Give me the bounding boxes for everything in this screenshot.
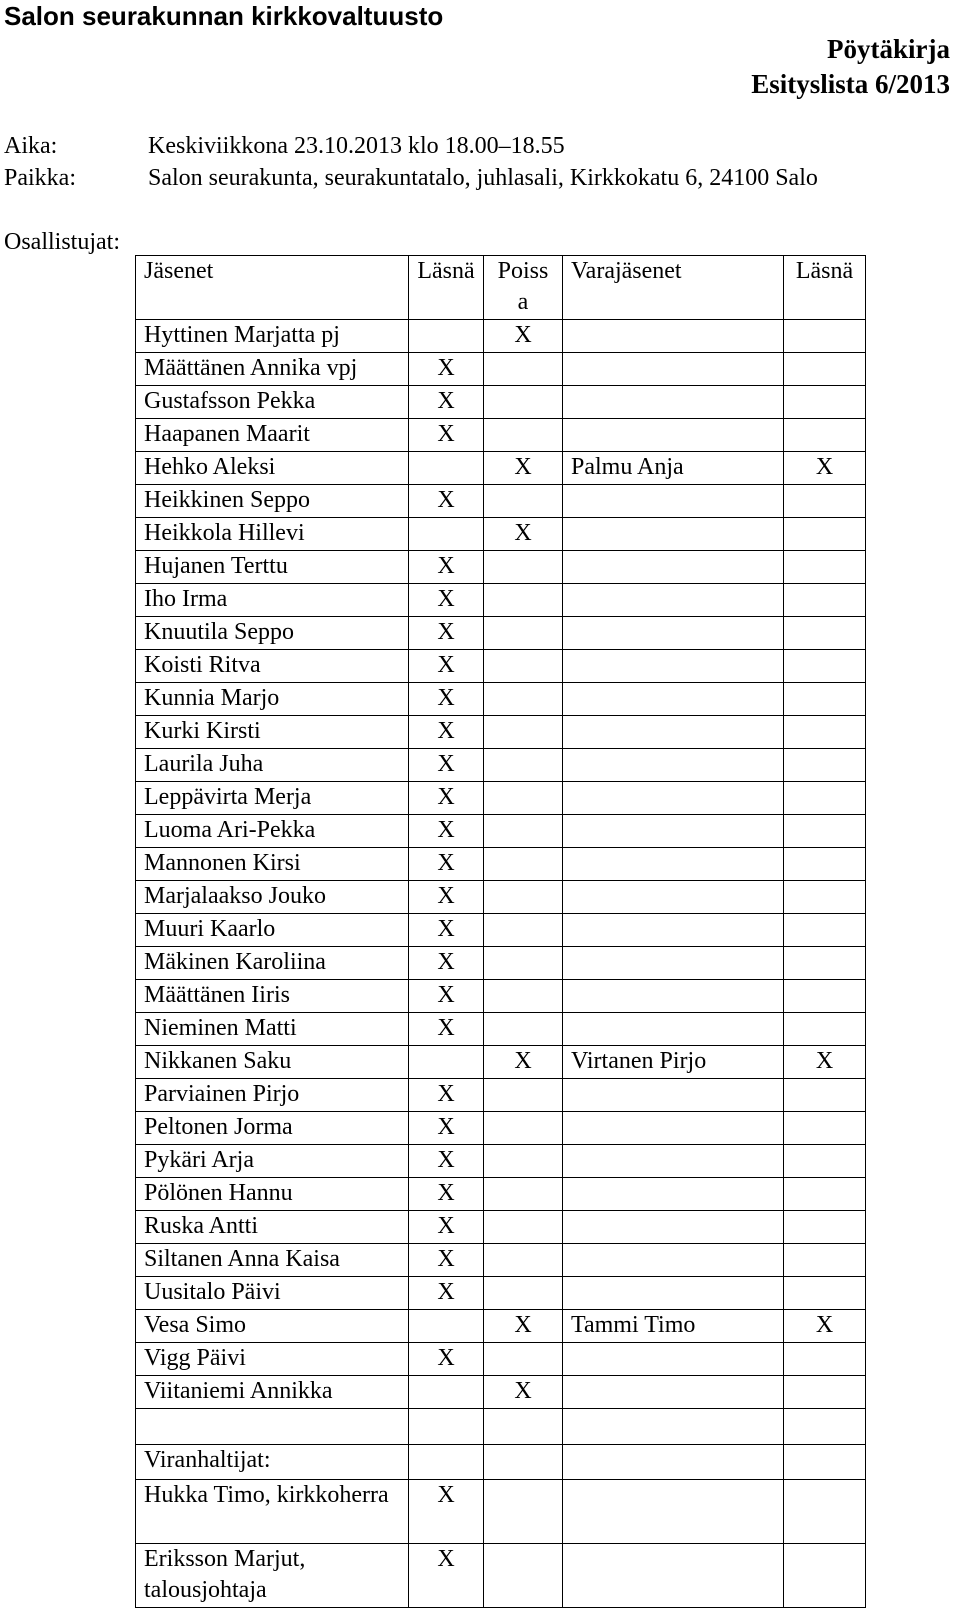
table-row [136,485,866,518]
member-name: Marjalaakso Jouko [136,881,409,914]
table-row [136,1013,866,1046]
deputy-name [563,881,784,914]
absent-mark [484,386,563,419]
time-label: Aika: [4,133,58,159]
absent-mark [484,1013,563,1046]
member-name: Viitaniemi Annikka [136,1376,409,1409]
member-name: Hehko Aleksi [136,452,409,485]
deputy-present-mark [784,320,866,353]
member-name: Peltonen Jorma [136,1112,409,1145]
deputy-name [563,353,784,386]
absent-mark [484,353,563,386]
table-row [136,617,866,650]
member-name: Nieminen Matti [136,1013,409,1046]
absent-mark [484,683,563,716]
present-mark: X [409,650,484,683]
member-name: Muuri Kaarlo [136,914,409,947]
deputy-present-mark: X [784,1046,866,1079]
empty-cell [484,1409,563,1445]
table-row [136,815,866,848]
deputy-present-mark [784,584,866,617]
deputy-name [563,749,784,782]
member-name: Kunnia Marjo [136,683,409,716]
absent-mark: X [484,518,563,551]
member-name: Hukka Timo, kirkkoherra [136,1480,409,1544]
member-name: Luoma Ari-Pekka [136,815,409,848]
deputy-present-mark [784,716,866,749]
deputy-present-mark [784,683,866,716]
deputy-name [563,980,784,1013]
table-row [136,980,866,1013]
absent-header [484,256,563,320]
member-name: Pölönen Hannu [136,1178,409,1211]
deputy-present-mark [784,1343,866,1376]
member-name: Hyttinen Marjatta pj [136,320,409,353]
deputy-name [563,1277,784,1310]
deputy-present-mark [784,815,866,848]
absent-mark: X [484,1046,563,1079]
table-row [136,947,866,980]
present-mark: X [409,1277,484,1310]
present-mark: X [409,584,484,617]
deputy-present-mark [784,1178,866,1211]
member-name: Määttänen Annika vpj [136,353,409,386]
present-mark: X [409,914,484,947]
table-row [136,683,866,716]
deputy-name [563,947,784,980]
member-name: Koisti Ritva [136,650,409,683]
deputy-present-mark [784,881,866,914]
absent-header-line1: Poiss [497,258,549,284]
absent-mark [484,584,563,617]
present-mark: X [409,1079,484,1112]
member-name: Pykäri Arja [136,1145,409,1178]
present-mark: X [409,1544,484,1608]
absent-mark [484,1480,563,1544]
present-mark [409,518,484,551]
deputy-name [563,1079,784,1112]
deputy-name [563,419,784,452]
deputy-name [563,1178,784,1211]
deputy-present-mark: X [784,452,866,485]
table-row [136,749,866,782]
absent-mark [484,1145,563,1178]
absent-mark: X [484,1310,563,1343]
member-name: Ruska Antti [136,1211,409,1244]
present-mark: X [409,716,484,749]
absent-mark [484,1277,563,1310]
absent-mark [484,980,563,1013]
deputy-present-mark [784,1145,866,1178]
spacer-row [136,1409,866,1445]
table-row [136,782,866,815]
deputy-name [563,485,784,518]
place-value: Salon seurakunta, seurakuntatalo, juhlasali, Kirkkokatu 6, 24100 Salo [148,165,818,191]
table-row [136,1145,866,1178]
deputy-present-mark [784,1244,866,1277]
present-mark: X [409,617,484,650]
present-mark: X [409,551,484,584]
table-row [136,650,866,683]
table-row [136,320,866,353]
present-mark: X [409,1480,484,1544]
deputy-present-mark [784,485,866,518]
absent-mark [484,1544,563,1608]
deputy-present-mark [784,980,866,1013]
table-header-row [136,256,866,320]
member-name: Kurki Kirsti [136,716,409,749]
deputy-present-mark [784,1211,866,1244]
absent-mark [484,947,563,980]
deputy-present-mark [784,386,866,419]
deputy-present-mark [784,551,866,584]
deputy-name: Tammi Timo [563,1310,784,1343]
empty-cell [409,1445,484,1480]
members-header: Jäsenet [136,256,409,320]
table-row [136,716,866,749]
member-name: Vigg Päivi [136,1343,409,1376]
table-row [136,1277,866,1310]
present-mark: X [409,683,484,716]
table-row [136,1112,866,1145]
deputy-present-mark [784,1013,866,1046]
present-mark: X [409,848,484,881]
present-mark: X [409,1244,484,1277]
table-row [136,1544,866,1608]
present-mark [409,1046,484,1079]
deputy-name: Virtanen Pirjo [563,1046,784,1079]
present-header: Läsnä [409,256,484,320]
present-mark [409,1376,484,1409]
deputy-present-header: Läsnä [784,256,866,320]
present-mark [409,452,484,485]
present-mark: X [409,947,484,980]
table-row [136,551,866,584]
table-row [136,1244,866,1277]
deputy-present-mark [784,947,866,980]
deputy-present-mark [784,518,866,551]
deputy-name [563,320,784,353]
deputy-name [563,1343,784,1376]
absent-mark: X [484,320,563,353]
member-name: Laurila Juha [136,749,409,782]
member-name: Siltanen Anna Kaisa [136,1244,409,1277]
member-name: Nikkanen Saku [136,1046,409,1079]
present-mark: X [409,1211,484,1244]
member-name: Heikkola Hillevi [136,518,409,551]
table-row [136,1310,866,1343]
present-mark: X [409,1145,484,1178]
table-row [136,1211,866,1244]
deputy-present-mark [784,782,866,815]
table-row [136,1480,866,1544]
deputy-present-mark [784,1376,866,1409]
officials-label-row [136,1445,866,1480]
agenda-number: Esityslista 6/2013 [751,69,950,99]
present-mark [409,320,484,353]
deputy-present-mark [784,353,866,386]
present-mark: X [409,1013,484,1046]
empty-cell [784,1409,866,1445]
table-row [136,419,866,452]
absent-mark [484,782,563,815]
deputy-name [563,386,784,419]
present-mark: X [409,749,484,782]
deputy-present-mark [784,617,866,650]
deputy-present-mark [784,650,866,683]
deputy-name [563,782,784,815]
absent-mark [484,914,563,947]
member-name: Määttänen Iiris [136,980,409,1013]
absent-mark [484,1244,563,1277]
table-row [136,452,866,485]
table-row [136,584,866,617]
absent-mark [484,1112,563,1145]
member-name: Mäkinen Karoliina [136,947,409,980]
deputy-name [563,914,784,947]
present-mark: X [409,485,484,518]
present-mark: X [409,980,484,1013]
table-row [136,353,866,386]
member-name: Eriksson Marjut, talousjohtaja [136,1544,409,1608]
table-row [136,1343,866,1376]
deputies-header: Varajäsenet [563,256,784,320]
officials-label: Viranhaltijat: [136,1445,409,1480]
member-name: Leppävirta Merja [136,782,409,815]
present-mark: X [409,419,484,452]
absent-mark [484,815,563,848]
member-name: Vesa Simo [136,1310,409,1343]
absent-mark [484,419,563,452]
attendance-table-body [136,256,866,1608]
present-mark: X [409,386,484,419]
deputy-name [563,848,784,881]
absent-mark: X [484,452,563,485]
present-mark: X [409,353,484,386]
present-mark: X [409,815,484,848]
deputy-name [563,551,784,584]
table-row [136,914,866,947]
deputy-name [563,1145,784,1178]
member-name: Iho Irma [136,584,409,617]
deputy-name [563,1013,784,1046]
member-name: Haapanen Maarit [136,419,409,452]
participants-label: Osallistujat: [4,229,120,255]
absent-mark [484,881,563,914]
time-value: Keskiviikkona 23.10.2013 klo 18.00–18.55 [148,133,565,159]
absent-mark [484,1343,563,1376]
attendance-table [135,255,866,1608]
absent-mark [484,749,563,782]
deputy-name [563,815,784,848]
table-row [136,1376,866,1409]
deputy-present-mark [784,1079,866,1112]
deputy-present-mark [784,848,866,881]
document-type: Pöytäkirja [827,34,950,64]
deputy-name: Palmu Anja [563,452,784,485]
deputy-name [563,1211,784,1244]
absent-mark [484,617,563,650]
empty-cell [563,1409,784,1445]
table-row [136,1178,866,1211]
table-row [136,386,866,419]
deputy-name [563,584,784,617]
deputy-present-mark [784,1277,866,1310]
deputy-present-mark: X [784,1310,866,1343]
present-mark: X [409,782,484,815]
absent-mark [484,485,563,518]
deputy-name [563,1376,784,1409]
deputy-name [563,1112,784,1145]
absent-header-line2: a [517,289,529,315]
deputy-name [563,617,784,650]
member-name: Heikkinen Seppo [136,485,409,518]
member-name: Parviainen Pirjo [136,1079,409,1112]
absent-mark [484,1178,563,1211]
empty-cell [484,1445,563,1480]
table-row [136,1046,866,1079]
empty-cell [784,1445,866,1480]
table-row [136,848,866,881]
member-name: Gustafsson Pekka [136,386,409,419]
empty-cell [136,1409,409,1445]
empty-cell [563,1445,784,1480]
member-name: Uusitalo Päivi [136,1277,409,1310]
deputy-present-mark [784,914,866,947]
place-label: Paikka: [4,165,76,191]
absent-mark: X [484,1376,563,1409]
deputy-name [563,1480,784,1544]
member-name: Knuutila Seppo [136,617,409,650]
deputy-name [563,716,784,749]
present-mark [409,1310,484,1343]
absent-mark [484,650,563,683]
organization-title: Salon seurakunnan kirkkovaltuusto [4,1,444,31]
empty-cell [409,1409,484,1445]
absent-mark [484,716,563,749]
absent-mark [484,848,563,881]
deputy-present-mark [784,1112,866,1145]
present-mark: X [409,1112,484,1145]
deputy-name [563,1244,784,1277]
table-row [136,881,866,914]
absent-mark [484,551,563,584]
deputy-present-mark [784,1480,866,1544]
deputy-name [563,650,784,683]
member-name: Hujanen Terttu [136,551,409,584]
present-mark: X [409,881,484,914]
member-name: Mannonen Kirsi [136,848,409,881]
table-row [136,518,866,551]
present-mark: X [409,1343,484,1376]
deputy-present-mark [784,419,866,452]
deputy-name [563,518,784,551]
present-mark: X [409,1178,484,1211]
deputy-present-mark [784,749,866,782]
deputy-name [563,1544,784,1608]
absent-mark [484,1211,563,1244]
table-row [136,1079,866,1112]
deputy-name [563,683,784,716]
deputy-present-mark [784,1544,866,1608]
absent-mark [484,1079,563,1112]
